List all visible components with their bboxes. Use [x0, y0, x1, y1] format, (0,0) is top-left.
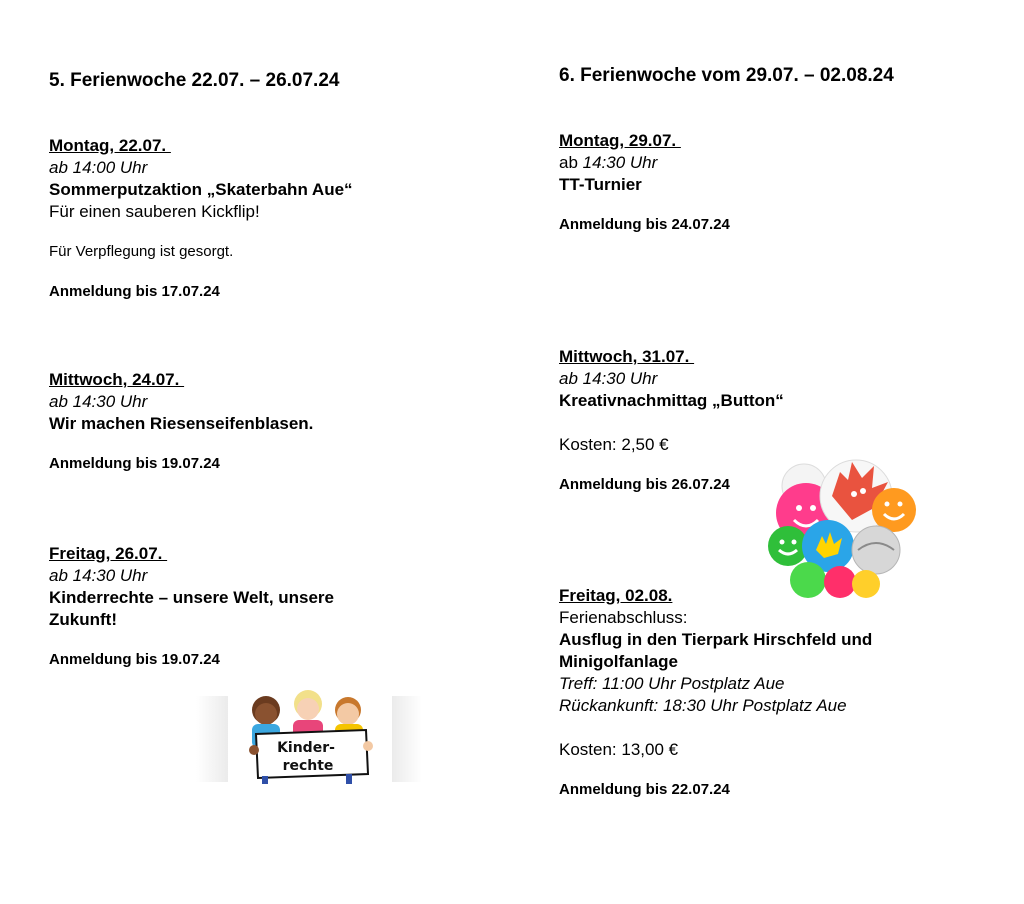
- week-6-heading: 6. Ferienwoche vom 29.07. – 02.08.24: [559, 65, 894, 86]
- event-title-line-1: Ausflug in den Tierpark Hirschfeld und: [559, 630, 873, 649]
- kinderrechte-text-1: Kinder-: [277, 740, 335, 756]
- day-wednesday-24: [49, 369, 509, 475]
- buttons-illustration-icon: [766, 458, 918, 600]
- event-title: Sommerputzaktion „Skaterbahn Aue“: [49, 180, 353, 199]
- event-title-line-2: Zukunft!: [49, 610, 117, 629]
- event-description: Für einen sauberen Kickflip!: [49, 202, 260, 221]
- event-cost: Kosten: 13,00 €: [559, 740, 679, 759]
- time-prefix: ab: [559, 153, 583, 172]
- day-date: Mittwoch, 31.07.: [559, 347, 695, 366]
- day-date: Freitag, 02.08.: [559, 586, 673, 605]
- event-title-line-1: Kinderrechte – unsere Welt, unsere: [49, 588, 335, 607]
- time-value: 14:30 Uhr: [582, 153, 658, 172]
- week-5-heading: 5. Ferienwoche 22.07. – 26.07.24: [49, 70, 340, 91]
- registration-deadline: Anmeldung bis 19.07.24: [49, 455, 220, 472]
- day-time: ab 14:30 Uhr: [559, 369, 658, 388]
- day-monday-22: [49, 135, 509, 303]
- day-time: [559, 152, 1019, 174]
- registration-deadline: Anmeldung bis 17.07.24: [49, 283, 220, 300]
- kinderrechte-illustration-icon: [196, 690, 422, 786]
- event-title: Kreativnachmittag „Button“: [559, 391, 784, 410]
- kinderrechte-text-2: rechte: [282, 758, 334, 774]
- registration-deadline: Anmeldung bis 24.07.24: [559, 216, 730, 233]
- registration-deadline: Anmeldung bis 22.07.24: [559, 781, 730, 798]
- day-time: ab 14:30 Uhr: [49, 392, 148, 411]
- event-meeting-point: Treff: 11:00 Uhr Postplatz Aue: [559, 674, 785, 693]
- registration-deadline: Anmeldung bis 26.07.24: [559, 476, 730, 493]
- day-date: Montag, 22.07.: [49, 136, 171, 155]
- day-date: Montag, 29.07.: [559, 131, 681, 150]
- day-friday-02: [559, 585, 1019, 801]
- event-note: Für Verpflegung ist gesorgt.: [49, 243, 234, 260]
- day-monday-29: [559, 130, 1019, 236]
- registration-deadline: Anmeldung bis 19.07.24: [49, 651, 220, 668]
- day-date: Mittwoch, 24.07.: [49, 370, 185, 389]
- day-time: ab 14:30 Uhr: [49, 566, 148, 585]
- day-time: ab 14:00 Uhr: [49, 158, 148, 177]
- event-title: Wir machen Riesenseifenblasen.: [49, 414, 314, 433]
- event-title-line-2: Minigolfanlage: [559, 652, 678, 671]
- event-subtitle: Ferienabschluss:: [559, 608, 688, 627]
- event-cost: Kosten: 2,50 €: [559, 435, 669, 454]
- day-friday-26: [49, 543, 509, 671]
- day-date: Freitag, 26.07.: [49, 544, 168, 563]
- event-return: Rückankunft: 18:30 Uhr Postplatz Aue: [559, 696, 847, 715]
- event-title: TT-Turnier: [559, 175, 642, 194]
